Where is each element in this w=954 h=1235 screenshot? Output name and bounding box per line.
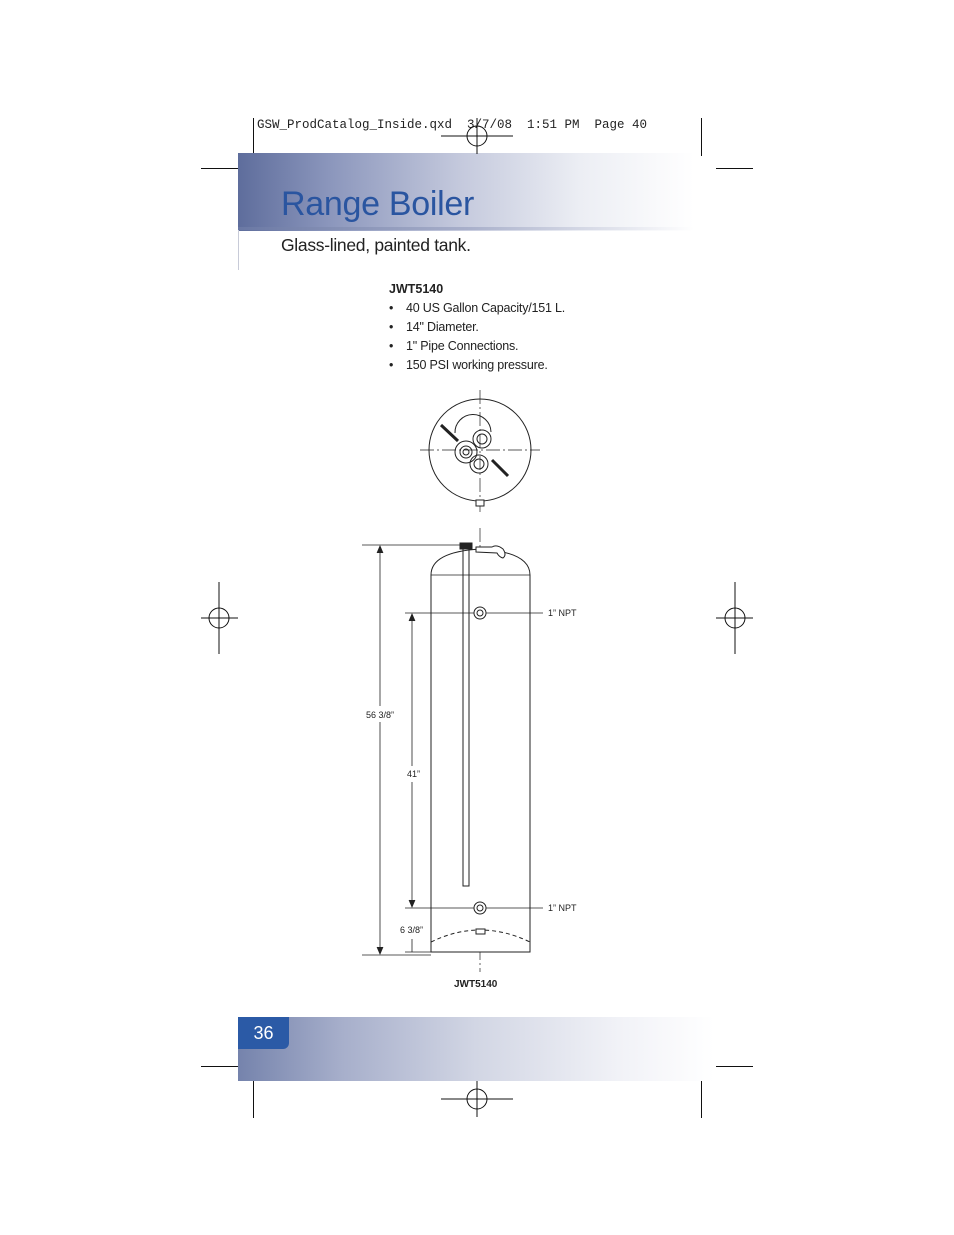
spec-item: • 1" Pipe Connections. [389, 339, 519, 353]
registration-target-bottom [441, 1081, 513, 1117]
spec-text: 14" Diameter. [406, 320, 479, 334]
tank-top-view [420, 390, 540, 512]
print-slug: GSW_ProdCatalog_Inside.qxd 3/7/08 1:51 PM Page 40 [257, 118, 648, 132]
label-bottom-connection: 1” NPT [548, 903, 577, 913]
spec-item: • 40 US Gallon Capacity/151 L. [389, 301, 566, 315]
footer-band [238, 1017, 714, 1081]
dim-bottom-connection: 6 3/8” [400, 925, 424, 935]
spec-item: • 150 PSI working pressure. [389, 358, 548, 372]
tank-side-view [431, 528, 543, 972]
page-title: Range Boiler [281, 185, 474, 223]
spec-text: 40 US Gallon Capacity/151 L. [406, 301, 566, 315]
spec-text: 1" Pipe Connections. [406, 339, 519, 353]
drawing-caption: JWT5140 [454, 979, 498, 990]
registration-target-right [716, 582, 753, 654]
spec-text: 150 PSI working pressure. [406, 358, 548, 372]
page-number: 36 [238, 1017, 289, 1049]
page-subtitle: Glass-lined, painted tank. [281, 235, 471, 255]
model-number: JWT5140 [389, 282, 444, 296]
spec-item: • 14" Diameter. [389, 320, 479, 334]
dim-overall-height: 56 3/8” [366, 710, 395, 720]
dim-connection-spacing: 41” [407, 769, 421, 779]
registration-target-top [441, 118, 513, 154]
label-top-connection: 1” NPT [548, 608, 577, 618]
registration-target-left [201, 582, 238, 654]
